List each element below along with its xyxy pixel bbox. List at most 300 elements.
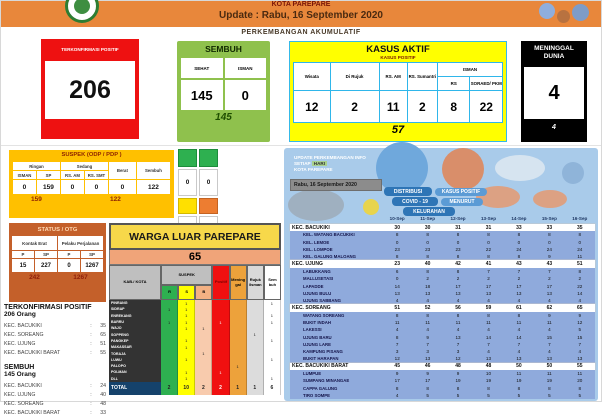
warga-luar-rows (109, 300, 281, 382)
suspek-col-rs-am: RS. AM (60, 171, 84, 180)
warga-cell: 1 (264, 357, 281, 363)
distribusi-row (290, 392, 595, 399)
daily-count: 0 (426, 239, 429, 245)
daily-count: 4 (395, 298, 399, 304)
warga-cell: 1 (264, 376, 281, 382)
kabupaten-label: SIDRAP (109, 306, 161, 312)
daily-count: 2 (487, 276, 490, 282)
daily-count: 11 (425, 320, 431, 325)
decorative-circle (533, 190, 567, 208)
daily-count: 20 (577, 378, 583, 384)
warga-cell: 1 (247, 331, 264, 337)
warga-cell: 1 (178, 313, 195, 319)
suspek-title: SUSPEK (ODP / PDP ) (61, 152, 122, 158)
daily-count: 51 (394, 304, 400, 311)
card-meninggal (521, 41, 587, 142)
daily-count: 17 (394, 378, 400, 384)
daily-count: 2 (548, 276, 551, 282)
kabupaten-label: WAJO (109, 325, 161, 331)
card-kasus-aktif-subtitle: KASUS POSITIF (380, 55, 416, 60)
aktif-value-isman-pkm: 22 (470, 91, 503, 123)
daily-count: 8 (426, 385, 429, 391)
warga-cell: 1 (212, 319, 229, 325)
daily-count: 8 (426, 268, 429, 274)
warga-cell: 6 (264, 382, 281, 395)
col-suspek-group: SUSPEK (161, 265, 212, 285)
warga-cell: 1 (230, 363, 247, 369)
date-col: 16-Sep (572, 216, 588, 221)
warga-cell: 1 (161, 319, 178, 325)
daily-count: 19 (455, 378, 461, 384)
daily-count: 24 (516, 247, 522, 253)
daily-count: 23 (425, 247, 431, 253)
mini-cell (199, 198, 218, 214)
daily-count: 56 (455, 304, 461, 311)
wilayah-label: KEC. SOREANG (292, 304, 331, 311)
update-date: Update : Rabu, 16 September 2020 (219, 10, 383, 21)
kecamatan-count-row: KEC. BACUKIKI BARAT : 33 (4, 409, 106, 416)
daily-count: 13 (516, 290, 522, 296)
card-terkonfirmasi-value: 206 (45, 61, 135, 119)
col-positif: Positif (212, 265, 229, 300)
daily-count: 5 (517, 392, 521, 398)
daily-count: 33 (516, 224, 522, 231)
daily-count: 19 (546, 378, 552, 384)
kecamatan-count-row: KEC. BACUKIKI BARAT : 55 (4, 349, 106, 356)
warga-cell: 1 (178, 319, 195, 325)
daily-count: 43 (516, 261, 522, 268)
distribusi-row (290, 239, 595, 246)
daily-count: 4 (487, 298, 490, 304)
date-col: 11-Sep (420, 216, 436, 221)
daily-count: 48 (485, 363, 492, 370)
daily-count: 13 (516, 356, 522, 362)
daily-count: 7 (578, 341, 582, 347)
wilayah-label: CAPPA GALUNG (303, 385, 338, 391)
card-meninggal-value: 4 (524, 67, 584, 119)
section-title: PERKEMBANGAN AKUMULATIF (1, 27, 601, 39)
daily-count: 8 (578, 232, 582, 238)
col-wisata: Wisata (294, 63, 331, 91)
daily-count: 13 (546, 356, 552, 362)
warga-cell: 1 (178, 300, 195, 306)
daily-count: 18 (425, 283, 431, 289)
daily-count: 11 (546, 320, 552, 325)
col-sp: SP (81, 251, 104, 259)
daily-count: 42 (455, 261, 461, 268)
date-col: 13-Sep (480, 216, 497, 221)
otg-value: 15 (12, 259, 35, 273)
wilayah-label: BUKIT HARAPAN (303, 356, 339, 362)
daily-count: 50 (546, 363, 553, 370)
distribusi-row (290, 312, 595, 319)
mini-cell (178, 149, 197, 167)
wilayah-label: KAMPUNG PISANG (303, 349, 343, 355)
daily-count: 8 (395, 385, 399, 391)
daily-count: 13 (394, 290, 400, 296)
daily-count: 19 (516, 378, 522, 384)
decorative-virus-icon (557, 10, 570, 23)
positif-list-title: TERKONFIRMASI POSITIF (4, 304, 92, 311)
daily-count: 4 (548, 327, 551, 333)
group-kontak-erat: Kontak Erat (12, 236, 58, 251)
daily-count: 5 (456, 392, 460, 398)
daily-count: 8 (487, 312, 490, 318)
aktif-value-dirujuk: 2 (330, 91, 379, 123)
distribusi-row (290, 333, 595, 340)
warga-luar-title: WARGA LUAR PAREPARE (109, 223, 281, 250)
daily-count: 10 (485, 371, 492, 377)
aktif-value-rs-sumantri: 2 (407, 91, 437, 123)
daily-count: 14 (577, 290, 583, 296)
col-isman-rs: RS (437, 77, 470, 91)
daily-count: 6 (395, 268, 399, 274)
otg-total-perjalanan: 1267 (58, 273, 104, 283)
distribusi-panel (284, 148, 598, 401)
suspek-value: 159 (36, 180, 60, 195)
daily-count: 4 (395, 327, 399, 333)
badge-kasus-positif: KASUS POSITIF (435, 188, 487, 196)
daily-count: 19 (485, 378, 492, 384)
daily-count: 55 (577, 363, 583, 370)
daily-count: 8 (548, 385, 551, 391)
daily-count: 13 (546, 290, 552, 296)
wilayah-label: SUMPANG MINANGAE (303, 378, 350, 384)
col-suspek-b: B (195, 285, 212, 300)
daily-count: 13 (577, 356, 583, 362)
daily-count: 4 (578, 349, 582, 355)
badge-kelurahan: KELURAHAN (403, 207, 455, 216)
suspek-value: 0 (60, 180, 84, 195)
wilayah-label: LUMPUE (303, 371, 322, 377)
kasus-aktif-table (293, 62, 503, 123)
warga-cell: 1 (178, 369, 195, 375)
distribusi-row (290, 304, 595, 311)
suspek-total-sembuh: 122 (60, 195, 170, 205)
daily-count: 3 (456, 349, 460, 355)
daily-count: 7 (548, 341, 551, 347)
col-p: P (58, 251, 81, 259)
distribusi-row (290, 326, 595, 333)
sembuh-list-title: SEMBUH (4, 364, 35, 371)
col-rs-am: RS. AM (379, 63, 407, 91)
daily-count: 15 (577, 334, 583, 340)
daily-count: 46 (424, 363, 431, 370)
daily-count: 4 (487, 327, 490, 333)
badge-menurut: MENURUT (441, 198, 483, 206)
daily-count: 8 (395, 312, 399, 318)
col-suspek-s: S (178, 285, 195, 300)
warga-cell: 1 (161, 306, 178, 312)
daily-count: 0 (456, 239, 460, 245)
kabupaten-label: PINRANG (109, 300, 161, 306)
date-header-row (290, 216, 595, 221)
kabupaten-label: SOPPENG (109, 331, 161, 337)
suspek-total-ringan: 159 (13, 195, 61, 205)
daily-count: 8 (517, 254, 521, 260)
info-line-2: SETIAP HARI (294, 161, 326, 166)
kecamatan-count-row: KEC. BACUKIKI : 35 (4, 322, 106, 329)
mini-value: 0 (199, 169, 218, 196)
badge-covid19: COVID - 19 (392, 197, 438, 206)
daily-count: 48 (455, 363, 461, 370)
daily-count: 13 (485, 356, 492, 362)
wilayah-label: UJUNG BARU (303, 334, 332, 340)
decorative-circle (495, 155, 545, 181)
warga-cell: 2 (195, 382, 212, 395)
daily-count: 35 (577, 224, 583, 231)
daily-count: 3 (426, 349, 429, 355)
suspek-col-sembuh: Sembuh (136, 162, 170, 180)
otg-value: 1267 (81, 259, 104, 273)
daily-count: 50 (516, 363, 522, 370)
suspek-col-isman: ISMAN (13, 171, 37, 180)
warga-cell: 1 (247, 382, 264, 395)
daily-count: 5 (487, 392, 490, 398)
daily-count: 11 (516, 371, 522, 377)
distribusi-row (290, 348, 595, 355)
daily-count: 17 (546, 283, 552, 289)
daily-count: 8 (517, 385, 521, 391)
sembuh-col-sehat: SEHAT (181, 58, 223, 78)
daily-count: 14 (394, 283, 400, 289)
daily-count: 9 (426, 371, 429, 377)
daily-count: 7 (517, 341, 521, 347)
wilayah-label: MALLUSETASI (303, 276, 334, 282)
card-kasus-aktif (289, 41, 507, 142)
otg-value: 0 (58, 259, 81, 273)
daily-count: 4 (395, 392, 399, 398)
warga-cell: 1 (195, 350, 212, 356)
daily-count: 13 (485, 290, 492, 296)
warga-cell: 1 (264, 319, 281, 325)
distribusi-row (290, 319, 595, 326)
date-col: 15-Sep (541, 216, 557, 221)
col-p: P (12, 251, 35, 259)
suspek-box (9, 150, 174, 218)
distribusi-row (290, 370, 595, 377)
daily-count: 41 (485, 261, 492, 268)
sembuh-value-isman: 0 (225, 80, 267, 110)
daily-count: 7 (487, 341, 490, 347)
distribusi-row (290, 260, 595, 267)
daily-count: 17 (516, 283, 522, 289)
daily-count: 0 (578, 239, 582, 245)
daily-count: 8 (517, 232, 521, 238)
daily-count: 22 (485, 247, 492, 253)
mini-value: 0 (178, 169, 197, 196)
distribusi-row (290, 268, 595, 275)
distribusi-row (290, 355, 595, 362)
daily-count: 11 (486, 320, 491, 325)
daily-count: 23 (394, 261, 400, 268)
daily-count: 4 (456, 327, 460, 333)
wilayah-label: KEL. GALUNG MALOANG (303, 254, 356, 260)
daily-count: 61 (516, 304, 522, 311)
col-dirujuk: Di Rujuk (330, 63, 379, 91)
distribusi-row (290, 282, 595, 289)
card-sembuh-total: 145 (215, 112, 232, 123)
date-col: 14-Sep (511, 216, 527, 221)
daily-count: 4 (517, 349, 521, 355)
daily-count: 33 (546, 224, 553, 231)
daily-count: 0 (395, 239, 399, 245)
suspek-col-sp: SP (36, 171, 60, 180)
suspek-value: 0 (13, 180, 37, 195)
top-header (1, 1, 601, 27)
card-kasus-aktif-title: KASUS AKTIF (366, 44, 430, 55)
daily-count: 12 (394, 356, 400, 362)
wilayah-label: UJUNG LARE (303, 341, 331, 347)
daily-count: 11 (546, 371, 552, 377)
decorative-circle (442, 148, 484, 190)
daily-count: 14 (485, 334, 492, 340)
kecamatan-lists (4, 304, 106, 417)
wilayah-label: KEC. BACUKIKI BARAT (292, 363, 349, 370)
daily-count: 8 (456, 232, 460, 238)
daily-count: 14 (516, 334, 522, 340)
daily-count: 11 (394, 320, 400, 325)
status-otg-table (11, 235, 104, 283)
daily-count: 8 (426, 254, 429, 260)
daily-count: 8 (456, 268, 460, 274)
daily-count: 17 (455, 283, 461, 289)
daily-count: 59 (485, 304, 492, 311)
warga-cell: 1 (178, 344, 195, 350)
kabupaten-label: PALOPO (109, 363, 161, 369)
daily-count: 8 (578, 385, 582, 391)
otg-total-kontak: 242 (12, 273, 58, 283)
info-line-3: KOTA PAREPARE (294, 167, 333, 172)
warga-cell: 2 (212, 382, 229, 395)
wilayah-label: UJUNG BULU (303, 290, 332, 296)
daily-count: 8 (487, 254, 490, 260)
daily-count: 7 (487, 268, 490, 274)
distribusi-row (290, 297, 595, 304)
daily-count: 7 (395, 341, 399, 347)
wilayah-label: WATANG SOREANG (303, 312, 345, 318)
distribusi-row (290, 253, 595, 260)
warga-luar-total-row (109, 382, 281, 395)
panel-info-text (294, 155, 366, 173)
status-otg-box (9, 223, 106, 302)
daily-count: 8 (487, 385, 490, 391)
daily-count: 8 (395, 254, 399, 260)
daily-count: 4 (426, 327, 429, 333)
daily-count: 11 (577, 371, 583, 377)
distribusi-row (290, 275, 595, 282)
wilayah-label: BUKIT INDAH (303, 320, 331, 325)
daily-count: 2 (517, 276, 521, 282)
daily-count: 9 (578, 312, 582, 318)
daily-count: 0 (517, 239, 521, 245)
daily-count: 51 (577, 261, 583, 268)
kabupaten-label: PANGKEP (109, 338, 161, 344)
distribusi-row (290, 290, 595, 297)
daily-count: 0 (487, 239, 490, 245)
daily-count: 24 (577, 247, 583, 253)
wilayah-label: KEL. LEMOE (303, 239, 330, 245)
highlighted-word: HARI (313, 161, 326, 166)
warga-cell: 10 (178, 382, 195, 395)
date-col: 12-Sep (450, 216, 466, 221)
daily-count: 31 (485, 224, 492, 231)
sembuh-list-subtitle: 145 Orang (4, 371, 36, 378)
wilayah-label: LAKESSI (303, 327, 322, 333)
daily-count: 9 (426, 334, 429, 340)
warga-cell: 1 (264, 300, 281, 306)
daily-count: 4 (548, 298, 551, 304)
daily-count: 4 (517, 298, 521, 304)
daily-count: 9 (395, 371, 399, 377)
warga-luar-header (109, 265, 281, 300)
daily-count: 4 (426, 298, 429, 304)
daily-count: 2 (578, 276, 582, 282)
kabupaten-label: BARRU (109, 319, 161, 325)
daily-count: 4 (487, 349, 490, 355)
col-suspek-r: R (161, 285, 178, 300)
suspek-col-rs-smt: RS. SMT (84, 171, 108, 180)
daily-count: 9 (548, 254, 551, 260)
distribusi-row (290, 224, 595, 231)
group-pelaku-perjalanan: Pelaku Perjalanan (58, 236, 104, 251)
daily-count: 5 (548, 392, 551, 398)
col-rujuk-isman: Rujuk /Isman (247, 265, 264, 300)
kabupaten-label: MAKASSAR (109, 344, 161, 350)
daily-count: 23 (455, 247, 461, 253)
wilayah-label: KEC. BACUKIKI (292, 224, 330, 231)
suspek-table (12, 161, 171, 205)
page-title: KOTA PAREPARE (271, 1, 331, 8)
suspek-value: 0 (108, 180, 136, 195)
daily-count: 13 (455, 334, 461, 340)
warga-cell: 1 (178, 325, 195, 331)
daily-count: 12 (577, 320, 583, 325)
daily-count: 11 (577, 254, 583, 260)
distribusi-row (290, 246, 595, 253)
daily-count: 45 (394, 363, 400, 370)
daily-count: 5 (578, 392, 582, 398)
daily-count: 3 (395, 349, 399, 355)
card-sembuh (177, 41, 270, 142)
kabupaten-label: ENREKANG (109, 313, 161, 319)
col-sp: SP (35, 251, 58, 259)
daily-count: 8 (395, 232, 399, 238)
warga-cell: 1 (264, 338, 281, 344)
daily-count: 13 (455, 290, 461, 296)
card-meninggal-title: MENINGGAL DUNIA (534, 45, 574, 60)
wilayah-label: LAPADDE (303, 283, 324, 289)
divider (1, 145, 601, 146)
daily-count: 4 (456, 298, 460, 304)
daily-count: 30 (394, 224, 400, 231)
daily-count: 0 (395, 276, 399, 282)
mini-cell (199, 149, 218, 167)
col-sembuh: Sem buh (264, 265, 281, 300)
card-meninggal-total: 4 (552, 124, 556, 131)
daily-count: 8 (456, 312, 460, 318)
kabupaten-label: POLMAN (109, 369, 161, 375)
daily-count: 2 (456, 276, 460, 282)
wilayah-label: TIRO SOMPE (303, 392, 330, 398)
daily-count: 17 (425, 378, 431, 384)
col-meninggal: Mening gal (230, 265, 247, 300)
daily-count: 24 (546, 247, 552, 253)
daily-count: 9 (548, 312, 551, 318)
card-terkonfirmasi-title: TERKONFIRMASI POSITIF (61, 47, 119, 52)
daily-count: 43 (546, 261, 553, 268)
distribusi-row (290, 363, 595, 370)
